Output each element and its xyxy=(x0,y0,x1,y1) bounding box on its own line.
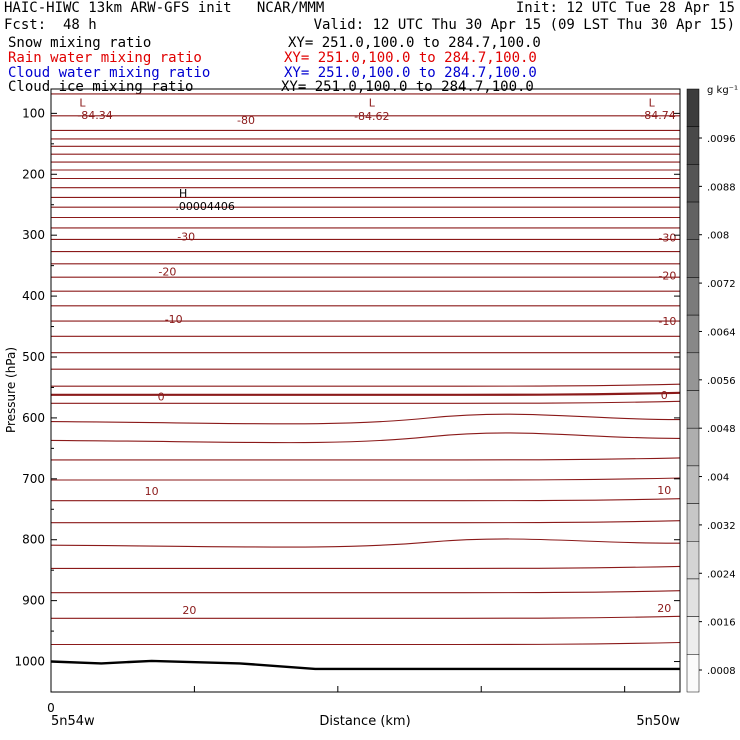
colorbar-tick-label: .0064 xyxy=(707,327,736,339)
colorbar-swatch xyxy=(687,391,699,429)
plot-frame xyxy=(51,89,680,692)
colorbar-swatch xyxy=(687,466,699,504)
contour-label: -20 xyxy=(658,269,677,283)
isotherm-line xyxy=(51,566,680,568)
contour-label: -30 xyxy=(177,230,196,244)
colorbar-tick-label: .0056 xyxy=(707,375,736,387)
colorbar-swatch xyxy=(687,164,699,202)
colorbar-swatch xyxy=(687,654,699,692)
y-tick-label: 100 xyxy=(22,106,45,121)
colorbar-swatch xyxy=(687,315,699,353)
x-axis-label: Distance (km) xyxy=(319,714,411,729)
isotherm-line xyxy=(51,433,680,443)
valid-time: Valid: 12 UTC Thu 30 Apr 15 (09 LST Thu 30 Apr 15) xyxy=(313,17,735,33)
init-time: Init: 12 UTC Tue 28 Apr 15 xyxy=(515,0,735,16)
colorbar-tick-label: .0072 xyxy=(707,279,736,291)
isotherm-line xyxy=(51,616,680,618)
contour-label: .00004406 xyxy=(175,199,235,213)
colorbar-swatch xyxy=(687,240,699,278)
isotherm-line xyxy=(51,591,680,593)
contour-label: -30 xyxy=(658,231,677,245)
y-tick-label: 800 xyxy=(22,532,45,547)
y-tick-label: 300 xyxy=(22,228,45,243)
terrain-line xyxy=(51,661,680,669)
colorbar-tick-label: .0048 xyxy=(707,424,736,436)
colorbar-swatch xyxy=(687,504,699,542)
contour-label: 0 xyxy=(157,390,165,404)
colorbar-swatch xyxy=(687,202,699,240)
isotherm-line xyxy=(51,643,680,645)
contour-label: 20 xyxy=(657,601,672,615)
y-tick-label: 900 xyxy=(22,593,45,608)
colorbar-tick-label: .0096 xyxy=(707,134,736,145)
contour-label: 10 xyxy=(657,483,672,497)
field-xy-snow: XY= 251.0,100.0 to 284.7,100.0 xyxy=(288,35,541,51)
field-name-cloud-water: Cloud water mixing ratio xyxy=(8,65,211,81)
isotherm-line xyxy=(51,401,680,403)
y-axis-label: Pressure (hPa) xyxy=(4,346,18,434)
isotherm-line xyxy=(51,478,680,480)
colorbar-tick-label: .008 xyxy=(707,230,730,242)
colorbar-swatch xyxy=(687,353,699,391)
colorbar-tick-label: .0024 xyxy=(707,569,736,581)
colorbar-swatch xyxy=(687,579,699,617)
contour-label: 20 xyxy=(182,603,197,617)
isotherm-line xyxy=(51,393,680,395)
y-tick-label: 500 xyxy=(22,350,45,364)
contour-label: -84.74 xyxy=(640,109,676,123)
colorbar-tick-label: .0016 xyxy=(707,617,736,629)
colorbar-swatch xyxy=(687,127,699,165)
colorbar-tick-label: .0008 xyxy=(707,666,736,677)
x-tick-label-zero: 0 xyxy=(47,701,55,715)
chart-title: HAIC-HIWC 13km ARW-GFS init NCAR/MMM xyxy=(4,0,325,16)
colorbar-swatch xyxy=(687,277,699,315)
x-end-label: 5n50w xyxy=(636,714,680,729)
x-start-label: 5n54w xyxy=(51,714,95,729)
y-tick-label: 700 xyxy=(22,471,45,486)
contour-label: -84.34 xyxy=(77,109,113,123)
isotherm-line xyxy=(51,539,680,547)
isotherm-line xyxy=(51,414,680,424)
forecast-hours: 48 h xyxy=(63,17,97,33)
y-tick-label: 400 xyxy=(22,289,45,304)
y-axis xyxy=(14,106,680,668)
contour-label: -80 xyxy=(237,114,255,128)
contour-label: -10 xyxy=(658,315,677,329)
contour-label: H xyxy=(178,187,188,201)
field-name-rain: Rain water mixing ratio xyxy=(8,50,202,66)
field-xy-rain: XY= 251.0,100.0 to 284.7,100.0 xyxy=(284,50,537,66)
x-axis xyxy=(51,686,625,692)
colorbar-tick-label: .0032 xyxy=(707,520,736,532)
isotherm-line xyxy=(51,384,680,386)
contour-label: -20 xyxy=(158,265,177,279)
contour-label: -10 xyxy=(164,313,183,327)
isotherm-line xyxy=(51,521,680,523)
colorbar xyxy=(687,89,736,692)
field-name-cloud-ice: Cloud ice mixing ratio xyxy=(8,79,194,95)
y-tick-label: 600 xyxy=(22,410,45,425)
field-name-snow: Snow mixing ratio xyxy=(8,35,152,51)
y-tick-label: 200 xyxy=(22,167,45,182)
colorbar-swatch xyxy=(687,428,699,466)
y-tick-label: 1000 xyxy=(14,654,45,669)
colorbar-tick-label: .0088 xyxy=(707,182,736,194)
contour-labels xyxy=(77,96,676,616)
field-xy-cloud-water: XY= 251.0,100.0 to 284.7,100.0 xyxy=(284,65,537,81)
contour-label: L xyxy=(648,96,655,110)
colorbar-tick-label: .004 xyxy=(707,472,730,484)
contour-label: 0 xyxy=(660,388,668,402)
colorbar-swatch xyxy=(687,617,699,655)
terrain-polyline xyxy=(51,661,680,669)
field-xy-cloud-ice: XY= 251.0,100.0 to 284.7,100.0 xyxy=(281,79,534,95)
forecast-label: Fcst: xyxy=(4,17,47,33)
contour-label: L xyxy=(79,96,86,110)
contour-label: -84.62 xyxy=(354,109,390,123)
isotherm-line xyxy=(51,499,680,501)
colorbar-swatch xyxy=(687,541,699,579)
colorbar-swatch xyxy=(687,89,699,127)
contour-label: L xyxy=(368,96,375,110)
isotherm-line xyxy=(51,458,680,460)
contour-label: 10 xyxy=(144,485,159,498)
isotherm-lines xyxy=(51,94,680,645)
colorbar-units: g kg⁻¹ xyxy=(707,85,738,96)
